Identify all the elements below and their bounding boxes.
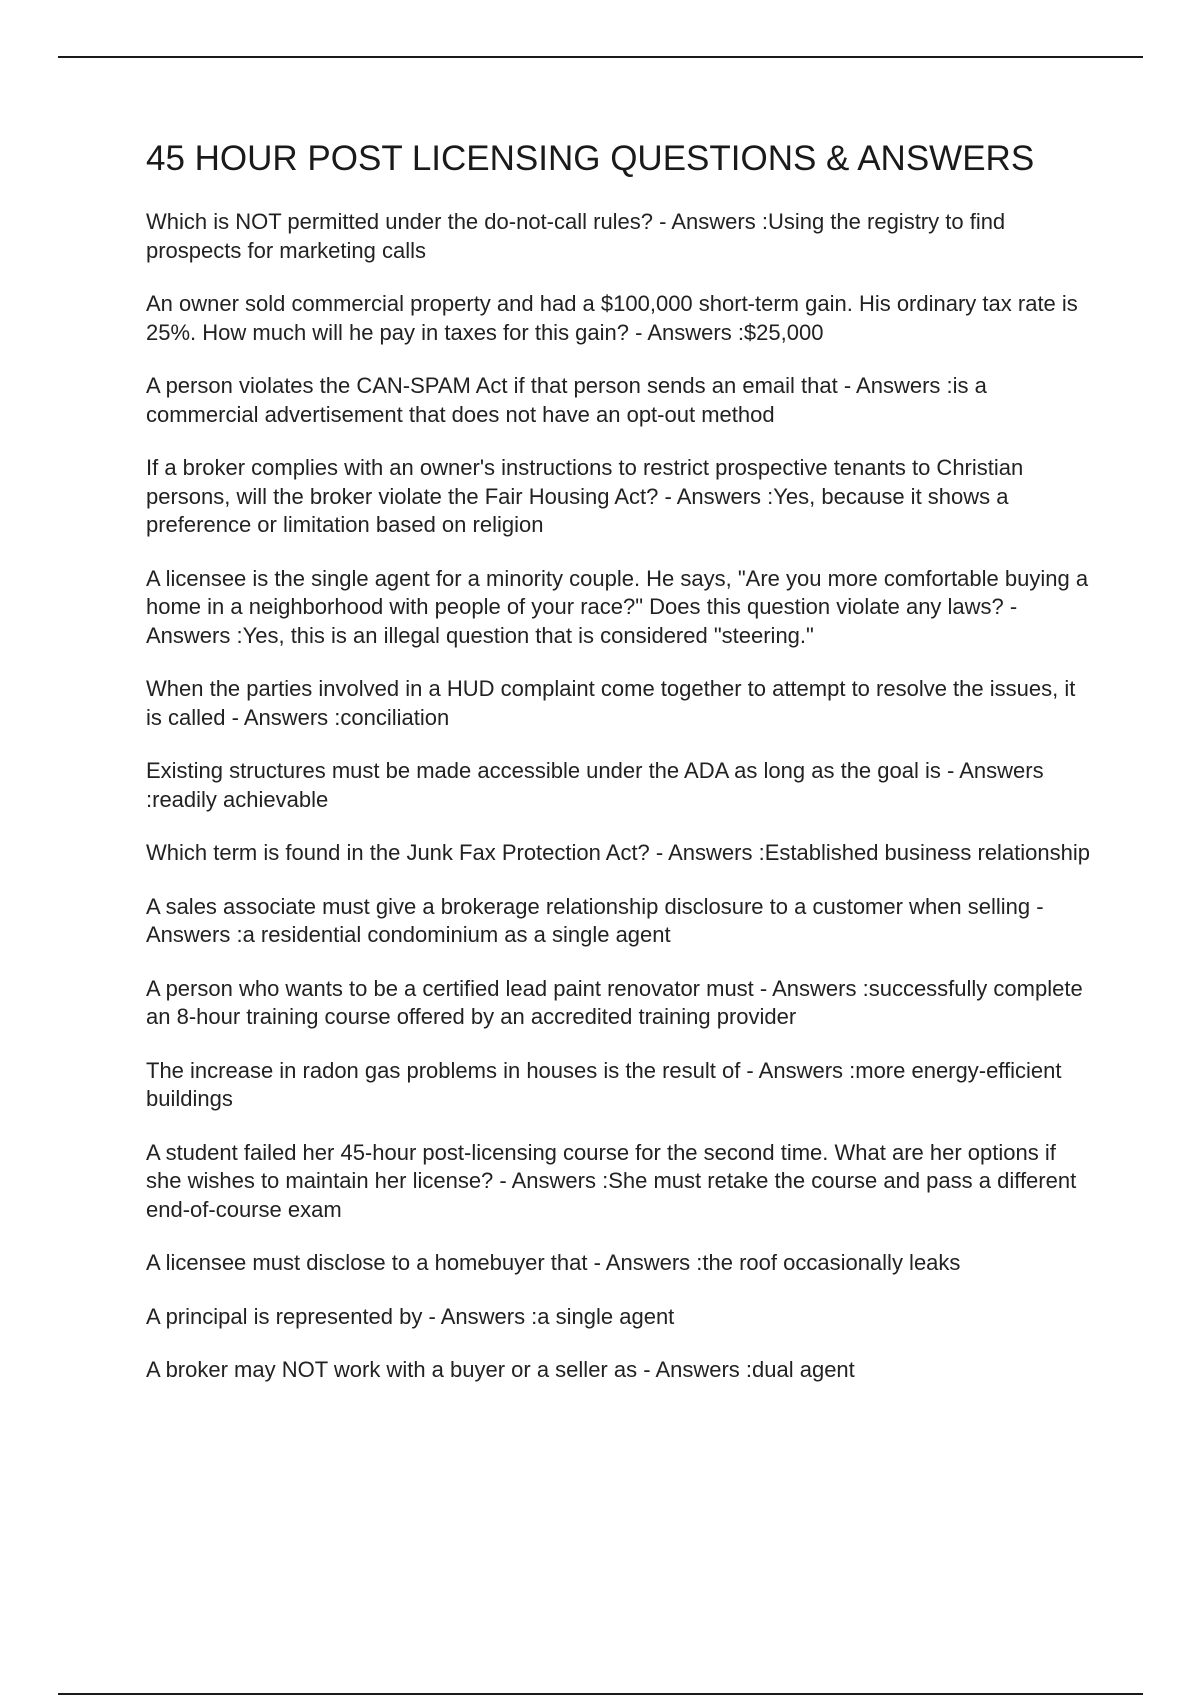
qa-item: A licensee must disclose to a homebuyer that - Answers :the roof occasionally leaks: [146, 1250, 961, 1275]
page-title: 45 HOUR POST LICENSING QUESTIONS & ANSWERS: [146, 139, 1035, 178]
top-divider: [58, 56, 1143, 58]
qa-list: [146, 208, 1096, 1385]
qa-item: Which term is found in the Junk Fax Protection Act? - Answers :Established business relationship: [146, 840, 1091, 865]
qa-item: Existing structures must be made accessible under the ADA as long as the goal is - Answers :readily achievable: [146, 758, 1044, 812]
qa-item: A person violates the CAN-SPAM Act if that person sends an email that - Answers :is a commercial advertisement that does not have an opt-out method: [146, 373, 987, 427]
qa-item: The increase in radon gas problems in houses is the result of - Answers :more energy-efficient buildings: [146, 1057, 1062, 1111]
qa-item: When the parties involved in a HUD complaint come together to attempt to resolve the issues, it is called - Answers :conciliation: [146, 676, 1076, 730]
document-body: [146, 138, 1096, 1410]
bottom-divider: [58, 1693, 1143, 1695]
qa-item: A person who wants to be a certified lead paint renovator must - Answers :successfully complete an 8-hour training course offered by an accredited training provider: [146, 975, 1083, 1029]
qa-item: If a broker complies with an owner's instructions to restrict prospective tenants to Christian persons, will the broker violate the Fair Housing Act? - Answers :Yes, because it shows a preference or limitation based on religion: [146, 455, 1024, 537]
qa-item: A licensee is the single agent for a minority couple. He says, "Are you more comfortable buying a home in a neighborhood with people of your race?" Does this question violate any laws? - Answers :Yes, this is an illegal question that is considered "steering.": [146, 565, 1089, 648]
qa-item: Which is NOT permitted under the do-not-call rules? - Answers :Using the registry to find prospects for marketing calls: [146, 209, 1006, 263]
qa-item: A broker may NOT work with a buyer or a seller as - Answers :dual agent: [146, 1357, 855, 1382]
qa-item: A student failed her 45-hour post-licensing course for the second time. What are her options if she wishes to maintain her license? - Answers :She must retake the course and pass a different end-of-course exam: [146, 1139, 1077, 1222]
qa-item: An owner sold commercial property and had a $100,000 short-term gain. His ordinary tax rate is 25%. How much will he pay in taxes for this gain? - Answers :$25,000: [146, 291, 1078, 345]
qa-item: A sales associate must give a brokerage relationship disclosure to a customer when selling - Answers :a residential condominium as a single agent: [146, 893, 1044, 947]
qa-item: A principal is represented by - Answers :a single agent: [146, 1303, 675, 1329]
